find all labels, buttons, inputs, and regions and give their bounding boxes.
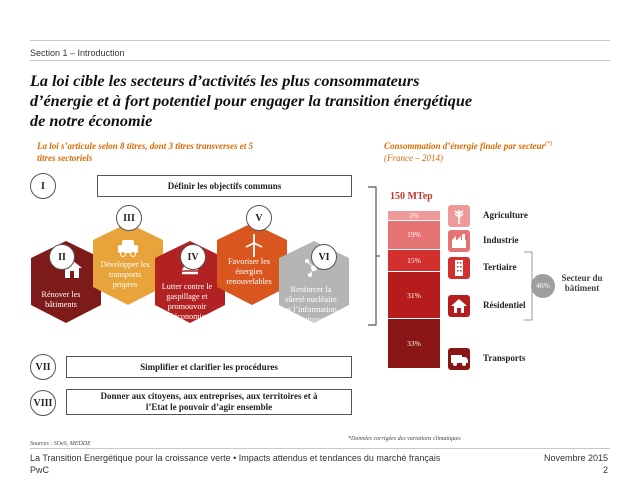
footer-date: Novembre 2015 — [543, 453, 608, 463]
title-vi-line: sûreté nucléaire — [285, 295, 337, 304]
title-iv-label — [152, 282, 222, 332]
bar-segment-label: 19% — [407, 230, 421, 240]
title-v-line: Favoriser les — [227, 257, 271, 266]
title-iv-line: l’économie — [168, 312, 206, 321]
title-vi-line: et l’information — [285, 305, 337, 314]
house-icon — [448, 295, 470, 317]
right-subtitle — [384, 138, 614, 164]
bar-segment-label: 31% — [407, 290, 421, 300]
title-iv-line: circulaire — [171, 322, 203, 331]
bar-segment-agriculture — [388, 211, 440, 221]
title-iii-line: transports — [108, 270, 142, 279]
sources-note: Sources : SOeS, MEDDE — [30, 441, 91, 447]
bracket — [360, 185, 382, 330]
footer-page-number: 2 — [602, 465, 608, 475]
sector-label-résidentiel: Résidentiel — [483, 300, 526, 310]
wheat-icon — [448, 205, 470, 227]
left-subtitle-line-1: La loi s’articule selon 8 titres, dont 3 titres transverses et 5 — [37, 141, 254, 151]
sector-label-agriculture: Agriculture — [483, 210, 528, 220]
bar-segment-industrie — [388, 221, 440, 250]
title-viii-line: l’Etat le pouvoir d’agir ensemble — [145, 402, 273, 412]
footer-rule — [30, 448, 610, 449]
title-number-v: V — [246, 205, 272, 231]
title-number-iii: III — [116, 205, 142, 231]
section-rule — [30, 60, 610, 61]
title-v-label — [214, 257, 284, 287]
left-subtitle — [37, 140, 347, 164]
group-percentage: 46% — [531, 274, 555, 298]
bar-segment-résidentiel — [388, 272, 440, 319]
bar-segment-label: 33% — [407, 339, 421, 349]
title-ii-label — [30, 290, 92, 310]
title-iii-line: propres — [112, 280, 138, 289]
title-i-box: Définir les objectifs communs — [97, 175, 352, 197]
group-label — [556, 273, 608, 293]
title-vi-line: des citoyens — [290, 315, 332, 324]
group-label-line: bâtiment — [564, 283, 600, 293]
left-subtitle-line-2: titres sectoriels — [37, 153, 93, 163]
bar-segment-label: 15% — [407, 256, 421, 265]
right-subtitle-date: (France – 2014) — [384, 153, 443, 163]
title-number-viii: VIII — [30, 390, 56, 416]
title-ii-line: bâtiments — [45, 300, 77, 309]
stacked-bar — [388, 211, 440, 369]
title-vi-label — [276, 285, 346, 325]
sector-label-industrie: Industrie — [483, 235, 519, 245]
page-title — [30, 71, 620, 131]
title-line-3: de notre économie — [30, 112, 153, 130]
right-subtitle-sup: (*) — [545, 141, 553, 147]
sector-label-tertiaire: Tertiaire — [483, 262, 517, 272]
title-v-line: énergies — [235, 267, 263, 276]
title-iv-line: promouvoir — [167, 302, 207, 311]
title-number-vii: VII — [30, 354, 56, 380]
building-icon — [448, 257, 470, 279]
title-viii-line: Donner aux citoyens, aux entreprises, aux territoires et à — [100, 391, 318, 401]
title-number-iv: IV — [180, 244, 206, 270]
title-iv-line: gaspillage et — [166, 292, 208, 301]
bar-segment-transports — [388, 319, 440, 369]
group-label-line: Secteur du — [561, 273, 603, 283]
right-subtitle-main: Consommation d’énergie finale par secteur — [384, 141, 546, 151]
footer-brand: PwC — [30, 465, 50, 475]
bar-segment-tertiaire — [388, 250, 440, 273]
title-iii-label — [90, 260, 160, 290]
sector-label-transports: Transports — [483, 353, 526, 363]
factory-icon — [448, 230, 470, 252]
title-iii-line: Développer les — [100, 260, 150, 269]
title-number-vi: VI — [311, 244, 337, 270]
top-rule — [30, 40, 610, 41]
truck-icon — [448, 348, 470, 370]
title-vii-box: Simplifier et clarifier les procédures — [66, 356, 352, 378]
title-vi-line: Renforcer la — [290, 285, 332, 294]
title-iv-line: Lutter contre le — [161, 282, 213, 291]
bar-segment-label: 3% — [409, 211, 419, 220]
title-line-1: La loi cible les secteurs d’activités les plus consommateurs — [30, 72, 420, 90]
section-label: Section 1 – Introduction — [30, 48, 125, 58]
title-v-line: renouvelables — [226, 277, 272, 286]
data-note: *Données corrigées des variations climatiques — [348, 436, 461, 442]
title-number-i: I — [30, 173, 56, 199]
footer-text: La Transition Energétique pour la croissance verte • Impacts attendus et tendances du marché français — [30, 453, 441, 463]
title-viii-box — [66, 389, 352, 415]
title-line-2: d’énergie et à fort potentiel pour engager la transition énergétique — [30, 92, 473, 110]
chart-total: 150 MTep — [390, 191, 433, 202]
title-number-ii: II — [49, 244, 75, 270]
title-ii-line: Rénover les — [41, 290, 81, 299]
